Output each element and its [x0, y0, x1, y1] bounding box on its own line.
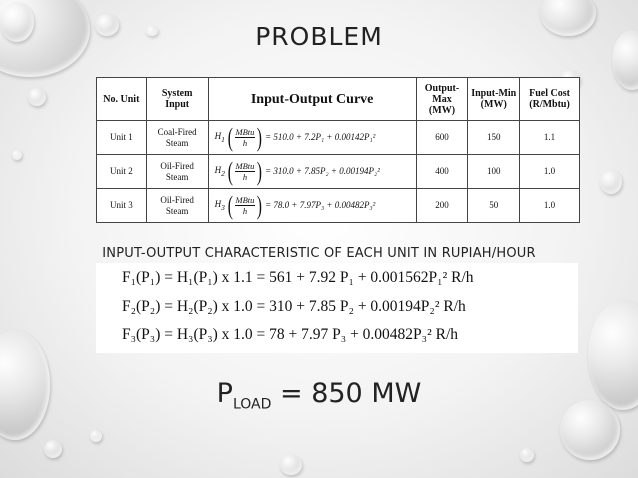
cell-output-max: 400	[416, 155, 468, 189]
cell-input-min: 150	[468, 121, 520, 155]
unit-data-table	[96, 77, 580, 223]
curve-expression: = 310.0 + 7.85P₂ + 0.00194P₂²	[265, 166, 380, 176]
table-row	[97, 121, 580, 155]
load-subscript: LOAD	[232, 396, 272, 413]
fuel-cost-formula: F₂(P₂) = H₂(P₂) x 1.0 = 310 + 7.85 P₂ + 0.00194P₂² R/h	[122, 298, 466, 315]
cell-input-min: 100	[468, 155, 520, 189]
water-drop-decoration	[12, 150, 22, 160]
load-demand	[0, 378, 638, 412]
cell-output-max: 200	[416, 189, 468, 223]
col-header-input-min: Input-Min (MW)	[468, 78, 520, 121]
curve-h: $H_3$	[214, 198, 225, 212]
cell-unit: Unit 2	[97, 155, 147, 189]
water-drop-decoration	[44, 440, 62, 458]
curve-expression: = 510.0 + 7.2P₁ + 0.00142P₁²	[265, 132, 376, 142]
fuel-cost-formula: F₁(P₁) = H₁(P₁) x 1.1 = 561 + 7.92 P₁ + 0.001562P₁² R/h	[122, 269, 474, 286]
cell-fuel-cost: 1.0	[520, 155, 580, 189]
slide-title: PROBLEM	[255, 22, 383, 51]
water-drop-decoration	[90, 430, 102, 442]
cell-curve: $H_1$ ( $\frac{\text{MBtu}}{h}$ ) = 510.0 + 7.2P₁ + 0.00142P₁²	[208, 121, 416, 155]
characteristic-caption: INPUT-OUTPUT CHARACTERISTIC OF EACH UNIT IN RUPIAH/HOUR	[102, 246, 536, 261]
cell-fuel-cost: 1.1	[520, 121, 580, 155]
cell-output-max: 600	[416, 121, 468, 155]
fuel-cost-formula: F₃(P₃) = H₃(P₃) x 1.0 = 78 + 7.97 P₃ + 0.00482P₃² R/h	[122, 326, 458, 343]
fuel-cost-formula-box	[96, 263, 578, 353]
col-header-system-input: System Input	[146, 78, 208, 121]
col-header-curve: Input-Output Curve	[208, 78, 416, 121]
cell-system-input: Oil-Fired Steam	[146, 155, 208, 189]
col-header-output-max: Output-Max (MW)	[416, 78, 468, 121]
cell-system-input: Oil-Fired Steam	[146, 189, 208, 223]
cell-curve: $H_2$ ( $\frac{\text{MBtu}}{h}$ ) = 310.0 + 7.85P₂ + 0.00194P₂²	[208, 155, 416, 189]
cell-fuel-cost: 1.0	[520, 189, 580, 223]
curve-fraction: $\frac{\text{MBtu}}{h}$	[235, 195, 255, 216]
load-symbol: P	[216, 378, 233, 409]
col-header-unit: No. Unit	[97, 78, 147, 121]
table-row	[97, 155, 580, 189]
water-drop-decoration	[600, 170, 622, 194]
curve-h: $H_2$	[214, 164, 225, 178]
col-header-fuel-cost: Fuel Cost (R/Mbtu)	[520, 78, 580, 121]
cell-unit: Unit 1	[97, 121, 147, 155]
curve-fraction: $\frac{\text{MBtu}}{h}$	[235, 161, 255, 182]
curve-h: $H_1$	[214, 130, 225, 144]
curve-fraction: $\frac{\text{MBtu}}{h}$	[235, 127, 255, 148]
cell-system-input: Coal-Fired Steam	[146, 121, 208, 155]
water-drop-decoration	[520, 448, 534, 462]
table-row	[97, 189, 580, 223]
cell-curve: $H_3$ ( $\frac{\text{MBtu}}{h}$ ) = 78.0 + 7.97P₃ + 0.00482P₃²	[208, 189, 416, 223]
cell-input-min: 50	[468, 189, 520, 223]
cell-unit: Unit 3	[97, 189, 147, 223]
load-value: = 850 MW	[280, 378, 422, 409]
curve-expression: = 78.0 + 7.97P₃ + 0.00482P₃²	[265, 200, 376, 210]
water-drop-decoration	[28, 88, 46, 106]
table-header-row	[97, 78, 580, 121]
water-drop-decoration	[280, 455, 302, 475]
